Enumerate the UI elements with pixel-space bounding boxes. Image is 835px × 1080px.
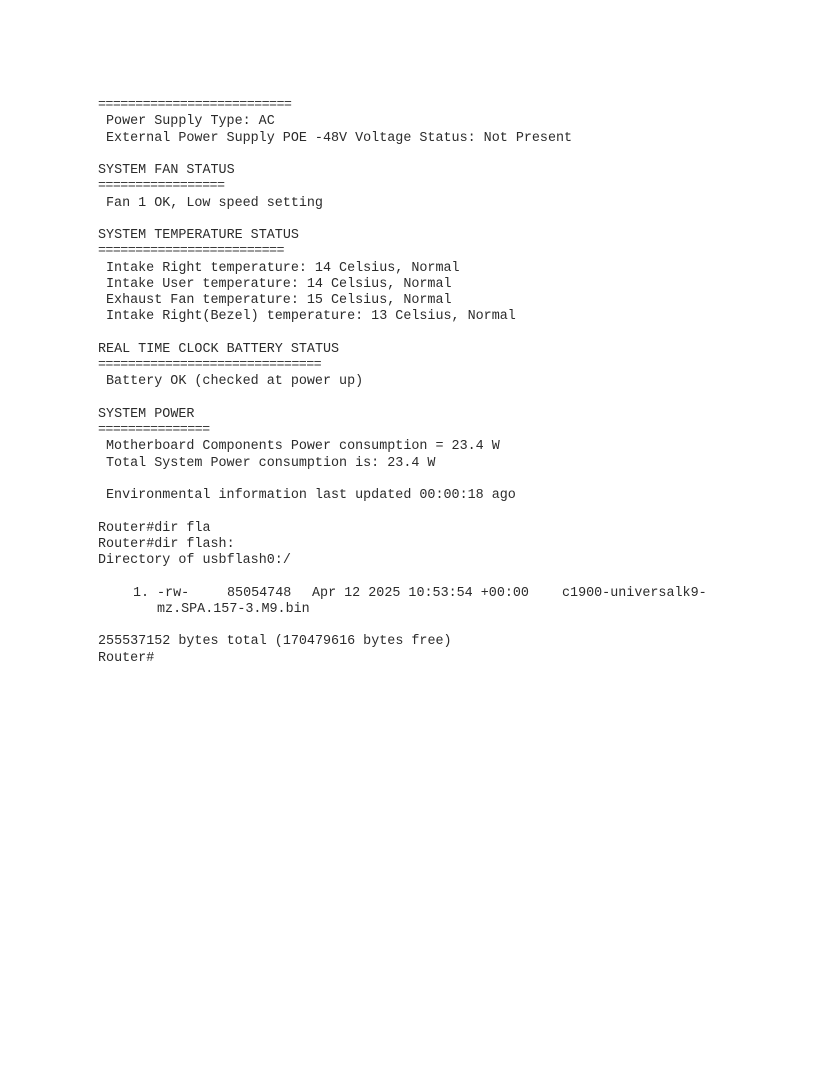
temperature-reading: Intake Right temperature: 14 Celsius, Normal xyxy=(106,260,460,276)
spacer xyxy=(98,147,798,163)
flash-summary: 255537152 bytes total (170479616 bytes free) xyxy=(98,634,452,650)
spacer xyxy=(98,504,798,520)
rtc-status: Battery OK (checked at power up) xyxy=(106,374,364,390)
file-date: Apr 12 2025 10:53:54 +00:00 xyxy=(312,585,529,601)
power-rule: ========================== xyxy=(98,98,292,113)
rtc-rule: ============================== xyxy=(98,358,322,373)
file-index: 1. xyxy=(133,585,150,601)
directory-heading: Directory of usbflash0:/ xyxy=(98,553,291,568)
command-line: Router#dir flash: xyxy=(98,536,235,552)
power-supply-type: Power Supply Type: AC xyxy=(106,114,275,130)
fan-heading: SYSTEM FAN STATUS xyxy=(98,163,235,178)
command-line: Router#dir fla xyxy=(98,520,211,536)
file-name: c1900-universalk9- xyxy=(562,585,707,601)
file-permissions: -rw- xyxy=(157,585,190,601)
router-prompt: Router# xyxy=(98,650,155,666)
file-entry xyxy=(98,586,798,602)
terminal-output xyxy=(98,98,798,667)
spacer xyxy=(98,569,798,585)
system-power-rule: =============== xyxy=(98,423,210,438)
temperature-reading: Intake User temperature: 14 Celsius, Normal xyxy=(106,276,452,292)
spacer xyxy=(98,391,798,407)
rtc-heading: REAL TIME CLOCK BATTERY STATUS xyxy=(98,341,340,357)
total-power: Total System Power consumption is: 23.4 W xyxy=(106,455,436,471)
temperature-heading: SYSTEM TEMPERATURE STATUS xyxy=(98,228,299,243)
temperature-rule: ========================= xyxy=(98,244,284,260)
file-name-continued: mz.SPA.157-3.M9.bin xyxy=(157,601,310,617)
system-power-heading: SYSTEM POWER xyxy=(98,406,195,422)
external-poe-status: External Power Supply POE -48V Voltage Status: Not Present xyxy=(106,130,573,146)
spacer xyxy=(98,472,798,488)
spacer xyxy=(98,212,798,228)
fan-status: Fan 1 OK, Low speed setting xyxy=(106,195,323,211)
env-last-updated: Environmental information last updated 00:00:18 ago xyxy=(106,488,516,503)
fan-rule: ================= xyxy=(98,179,225,195)
temperature-reading: Exhaust Fan temperature: 15 Celsius, Normal xyxy=(106,293,452,308)
spacer xyxy=(98,618,798,634)
file-size: 85054748 xyxy=(227,585,292,601)
temperature-reading: Intake Right(Bezel) temperature: 13 Celsius, Normal xyxy=(106,309,516,325)
spacer xyxy=(98,326,798,342)
motherboard-power: Motherboard Components Power consumption = 23.4 W xyxy=(106,439,500,455)
